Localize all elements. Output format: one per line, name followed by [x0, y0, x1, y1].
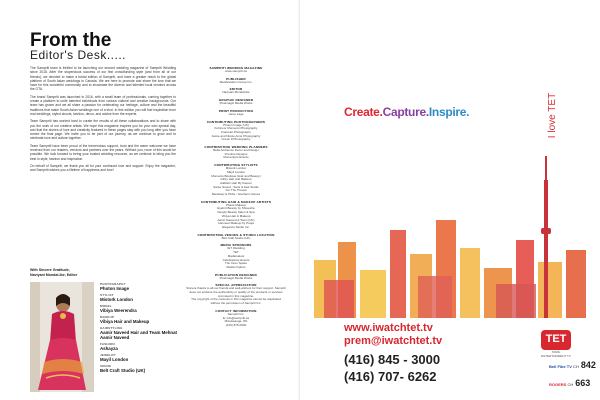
masthead-section — [186, 120, 286, 143]
masthead-line: Eyebrit Beauty by Shreesha — [217, 206, 255, 211]
signoff-greeting: With Sincere Gratitude, — [30, 268, 70, 272]
credit-role: PHOTOGRAPHY — [100, 282, 126, 286]
masthead-section — [186, 163, 286, 197]
masthead-line: For The Thread — [225, 188, 247, 193]
tet-logo-subtitle: TAMIL ENTERTAINMENT TV — [541, 350, 571, 358]
masthead-line: Phase Makeup — [225, 202, 246, 207]
bell-brand: Bell Fibe TV — [549, 364, 572, 369]
masthead-line: Mississauga, ON — [224, 319, 248, 324]
editor-title: From the — [30, 30, 112, 51]
credit-name: Aamir Naveed Hair and Team Mehnat Aamir Naveed — [100, 330, 178, 341]
credit-role: STYLIST — [100, 293, 114, 297]
channel-prefix: CH — [573, 364, 579, 369]
masthead-line: Sincere thanks to all our friends and well-wishers for their support. Sampriti does not endorse the authenticity or quality of the products or services promoted in this magazine. — [186, 286, 286, 298]
masthead-line: Glitzy Hair and Makeup — [220, 177, 252, 182]
masthead-line: Bella Ambience Decor and Design — [213, 148, 259, 153]
masthead-line: IET Wedding — [227, 246, 245, 251]
masthead-section — [186, 109, 286, 117]
masthead-section — [186, 243, 286, 269]
masthead-line: Gene Lage — [228, 111, 244, 116]
masthead-heading: PUBLISHER — [226, 76, 246, 81]
bride-illustration — [30, 282, 94, 392]
credit-entry — [100, 326, 180, 341]
masthead-section — [186, 233, 286, 241]
masthead-section — [186, 145, 286, 160]
letter-paragraph: Team Sampriti have been proud of the tremendous support, trust and the warm welcome we have received from our readers, vendors and partners over the years. Without you, none of this would be possible. We look forward to being your trusted wedding resource, as we continue to bring you the best in style, fashion and inspiration. — [30, 143, 176, 161]
masthead — [186, 66, 286, 331]
masthead-line: Mistork London — [225, 166, 247, 171]
masthead-line: The copyright of the contents in this magazine cannot be duplicated without the permission of Sampriti Inc. — [191, 297, 281, 306]
credit-entry — [100, 342, 180, 351]
credit-role: MAKEUP — [100, 315, 115, 319]
credit-entry — [100, 282, 180, 291]
masthead-line: Kohinoor Moments Photography — [214, 126, 258, 131]
masthead-line: Naviyani Mondal-Ibe — [222, 90, 250, 95]
tagline-create: Create. — [344, 105, 383, 119]
masthead-section — [186, 87, 286, 95]
channel-rogers — [549, 378, 590, 388]
editor-signoff — [30, 268, 170, 277]
channel-prefix: CH — [567, 382, 574, 387]
rogers-brand: ROGERS — [549, 382, 567, 387]
masthead-line: Moments Boutique (Hair and Beauty) — [211, 173, 261, 178]
credit-role: HAIRSTYLING — [100, 326, 123, 330]
masthead-line: Elegance Studio Inc. — [222, 224, 250, 229]
bell-channel-number: 842 — [580, 360, 596, 370]
editor-letter — [30, 66, 176, 176]
letter-paragraph: Team Sampriti has worked hard to curate the results of all these collaborations and to share with you the work of our creative artists. We hope this magazine inspires you for your own special day, and that the stories of love and creativity featured in these pages stay with you long after you have turned the final page. We invite you to be part of our journey, as we continue to grow and to celebrate love and culture together. — [30, 119, 176, 141]
letter-paragraph: On behalf of Sampriti, we thank you all for your continued love and support. Enjoy the magazine, and Sampriti wishes you a lifetime of happiness and love! — [30, 163, 176, 173]
bride-photo — [30, 282, 94, 392]
channel-bell — [549, 360, 596, 370]
credit-role: JEWELRY — [100, 353, 116, 358]
ad-email: prem@iwatchtet.tv — [344, 335, 443, 347]
masthead-section — [186, 309, 286, 328]
ad-tagline — [344, 105, 469, 119]
masthead-heading: EDITOR — [229, 87, 243, 92]
masthead-heading: SPECIAL APPRECIATION — [215, 283, 257, 288]
masthead-line: Prestine Designs — [224, 151, 248, 156]
masthead-section — [186, 77, 286, 85]
masthead-heading: CONTRIBUTING HAIR & MAKEUP ARTISTS — [200, 199, 272, 204]
masthead-heading: GRAPHIC DESIGNER — [218, 98, 254, 103]
credit-entry — [100, 364, 180, 373]
tagline-capture: Capture. — [382, 105, 429, 119]
masthead-heading: MEDIA SPONSORS — [220, 243, 252, 248]
masthead-line: Aamir Naveed & Team (UK) — [217, 217, 255, 222]
credit-entry — [100, 304, 180, 313]
ad-website: www.iwatchtet.tv — [344, 322, 433, 334]
letter-paragraph: The brand Sampriti was launched in 2016, with a small team of professionals, coming together to create a platform to unite talented individuals from various cultural and creative backgrounds. Our team has grown and we all share a passion for celebrating our heritage, culture and the beautiful traditions that make South Asian weddings one of a kind. In this edition you will find inspiration from real weddings, styled shoots, fashion, decor, and advice from the experts. — [30, 94, 176, 116]
editor-subtitle: Editor's Desk..... — [30, 48, 126, 62]
masthead-section — [186, 98, 286, 106]
credit-name: Photon Image — [100, 286, 130, 291]
credit-name: Belt Craft Studio (UK) — [100, 368, 146, 374]
masthead-line: Manifestation Group Inc. — [219, 79, 253, 84]
credit-entry — [100, 293, 180, 302]
credit-name: Ashayza — [100, 346, 118, 352]
masthead-line: TET — [233, 250, 239, 255]
masthead-line: E: info@sampriti.ca — [222, 315, 250, 320]
credit-name: Vibiya Weerendra — [100, 308, 137, 313]
masthead-line: Mayil London — [227, 169, 245, 174]
tet-logo-text: TET — [545, 333, 567, 345]
letter-paragraph: The Sampriti team is thrilled to be launching our second wedding magazine of Sampriti Wedding since 2018. After the stupendous success of our first crowdfunding style (and from all of our friends), we decided to make a bridal edition of Sampriti, and have a greater reach to the global platform of South Asian weddings in Canada. We are here to promote and share the love that we have for this wonderful community and to showcase the diverse and talented local vendors across the GTA. — [30, 66, 176, 92]
credit-role: VENUE — [100, 364, 112, 369]
masthead-line: Madarsaloot — [227, 253, 245, 258]
masthead-section — [186, 66, 286, 74]
masthead-section — [186, 273, 286, 281]
credit-role: FASHION — [100, 342, 115, 347]
ad-phone-2: (416) 707- 6262 — [344, 369, 437, 384]
i-love-tet-text: I love TET — [547, 92, 559, 139]
masthead-heading: CONTRIBUTING PHOTOGRAPHERS — [206, 119, 266, 124]
masthead-heading: CONTACT INFORMATION — [215, 308, 257, 313]
masthead-line: Momentpro Events — [223, 155, 249, 160]
masthead-line: Belt Craft Studio (UK) — [221, 235, 251, 240]
credit-entry — [100, 315, 180, 324]
credit-name: Mayil London — [100, 357, 129, 363]
masthead-section — [186, 283, 286, 306]
masthead-line: Mandeep & Pirda - Southern Homes — [211, 192, 261, 197]
masthead-heading: PRINT PRODUCTION — [218, 108, 254, 113]
masthead-line: Deeply Beauty Salon & Spa — [217, 210, 255, 215]
masthead-heading: CONTRIBUTING STYLISTS — [214, 163, 258, 168]
credit-name: Mistork London — [100, 297, 133, 302]
masthead-heading: SAMPRITI WEDDING MAGAZINE — [209, 66, 263, 70]
masthead-line: Jamie and Nicole Amor Photography — [211, 133, 261, 138]
ad-phone-1: (416) 845 - 3000 — [344, 352, 441, 367]
masthead-line: Sampriti Inc. — [227, 311, 245, 316]
masthead-heading: CONTRIBUTING WEDDING PLANNERS — [204, 145, 268, 150]
masthead-line: Addition Hair By Kapoor — [219, 180, 253, 185]
masthead-line: Media Orphan — [226, 264, 246, 269]
tet-logo — [541, 330, 571, 356]
masthead-heading: CONTRIBUTING VENUES & STUDIO LOCATION — [197, 232, 275, 237]
masthead-line: Pixelmagic Media Works — [219, 101, 253, 106]
masthead-line: Pixelmagic Media Works — [219, 275, 253, 280]
masthead-line: Crown 8 Photography — [221, 137, 251, 142]
masthead-line: Photon Image (UK) — [223, 122, 249, 127]
masthead-line: www.sampriti.ca — [225, 69, 247, 73]
photo-credits — [100, 282, 180, 375]
masthead-line: Saree Sound - Saris & Hair Studio — [213, 184, 259, 189]
masthead-line: Harmeet Makeup by Pooja — [218, 221, 254, 226]
masthead-heading: PUBLICATION DESIGNER — [215, 272, 257, 277]
vertical-slogan — [548, 88, 562, 148]
credit-name: Vibiya Hair and Makeup — [100, 319, 150, 324]
signoff-name: Naviyani Mondal-Ibe, Editor — [30, 272, 78, 277]
credit-entry — [100, 353, 180, 362]
masthead-section — [186, 200, 286, 230]
masthead-line: Vibiya Hair & Makeup — [221, 213, 251, 218]
credit-role: MODEL — [100, 304, 112, 308]
masthead-line: The Inner Space — [224, 261, 248, 266]
city-skyline-illustration — [300, 150, 600, 326]
rogers-channel-number: 663 — [575, 378, 591, 388]
tagline-inspire: Inspire. — [428, 105, 470, 119]
masthead-line: Framelet Photography — [221, 129, 251, 134]
masthead-line: Celebrations Events — [222, 257, 250, 262]
masthead-line: (416) 875-0000 — [225, 322, 247, 327]
